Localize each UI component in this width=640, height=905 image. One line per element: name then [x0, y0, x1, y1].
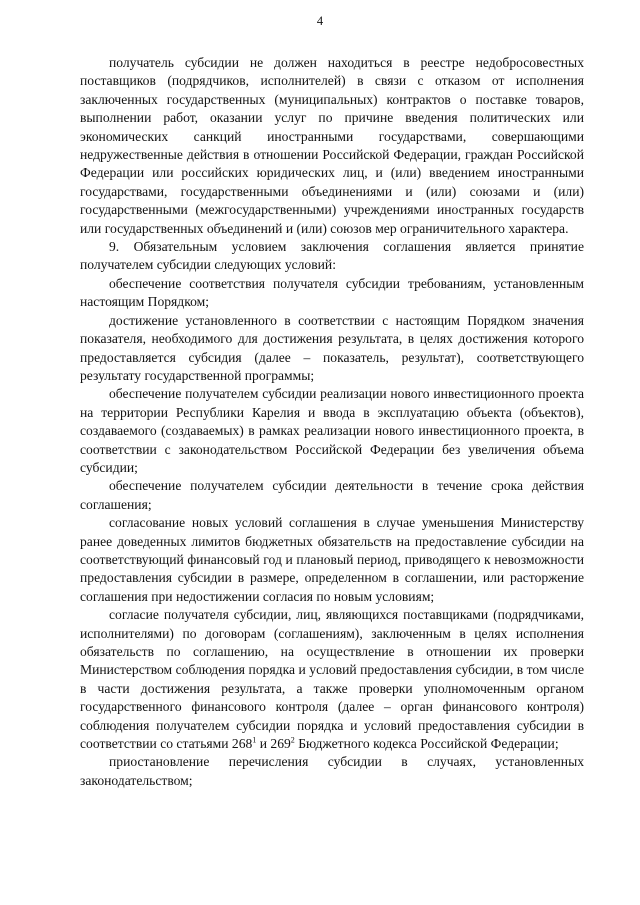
paragraph-consent	[80, 606, 584, 753]
consent-mid: и 269	[256, 736, 291, 752]
paragraph-sanctions: получатель субсидии не должен находиться в реестре недобросовестных поставщиков (подрядчиков, исполнителей) в связи с отказом от исполнения заключенных государственных (муниципальных) контрактов о поставке товаров, выполнении работ, оказании услуг по причине введения политических или экономических санкций иностранными государствами, совершающими недружественные действия в отношении Российской Федерации, граждан Российской Федерации или российских юридических лиц, и (или) введением иностранными государствами, государственными объединениями и (или) союзами и (или) государственными (межгосударственными) учреждениями иностранных государств или государственных объединений и (или) союзов мер ограничительного характера.	[80, 55, 584, 236]
consent-tail: Бюджетного кодекса Российской Федерации;	[294, 736, 559, 752]
paragraph-suspension: приостановление перечисления субсидии в случаях, установленных законодательством;	[80, 754, 584, 788]
body-text	[80, 54, 584, 790]
page-number: 4	[316, 14, 324, 28]
paragraph-investment-project: обеспечение получателем субсидии реализации нового инвестиционного проекта на территории Республики Карелия и ввода в эксплуатацию объекта (объектов), создаваемого (создаваемых) в рамках реализации нового инвестиционного проекта, в соответствии с законодательством Российской Федерации без увеличения объема субсидии;	[80, 386, 584, 475]
paragraph-compliance: обеспечение соответствия получателя субсидии требованиям, установленным настоящим Порядком;	[80, 275, 584, 310]
paragraph-clause-9: 9. Обязательным условием заключения соглашения является принятие получателем субсидии следующих условий:	[80, 239, 584, 273]
superscript-1: 1	[252, 735, 257, 745]
superscript-2: 2	[290, 735, 295, 745]
paragraph-indicator: достижение установленного в соответствии с настоящим Порядком значения показателя, необходимого для достижения результата, в целях достижения которого предоставляется субсидия (далее – показатель, результат), соответствующего результату государственной программы;	[80, 312, 584, 383]
paragraph-activity: обеспечение получателем субсидии деятельности в течение срока действия соглашения;	[80, 478, 584, 512]
paragraph-new-conditions: согласование новых условий соглашения в случае уменьшения Министерству ранее доведенных лимитов бюджетных обязательств на предоставление субсидии на соответствующий финансовый год и плановый период, приводящего к невозможности предоставления субсидии в размере, определенном в соглашении, или расторжение соглашения при недостижении согласия по новым условиям;	[80, 515, 584, 604]
consent-text: согласие получателя субсидии, лиц, являющихся поставщиками (подрядчиками, исполнителями) по договорам (соглашениям), заключенным в целях исполнения обязательств по соглашению, на осуществление в отношении их проверки Министерством соблюдения порядка и условий предоставления субсидии, в том числе в части достижения результата, а также проверки уполномоченным органом государственного финансового контроля (далее – орган финансового контроля) соблюдения получателем субсидии порядка и условий предоставления субсидии в соответствии со статьями 268	[80, 607, 584, 752]
